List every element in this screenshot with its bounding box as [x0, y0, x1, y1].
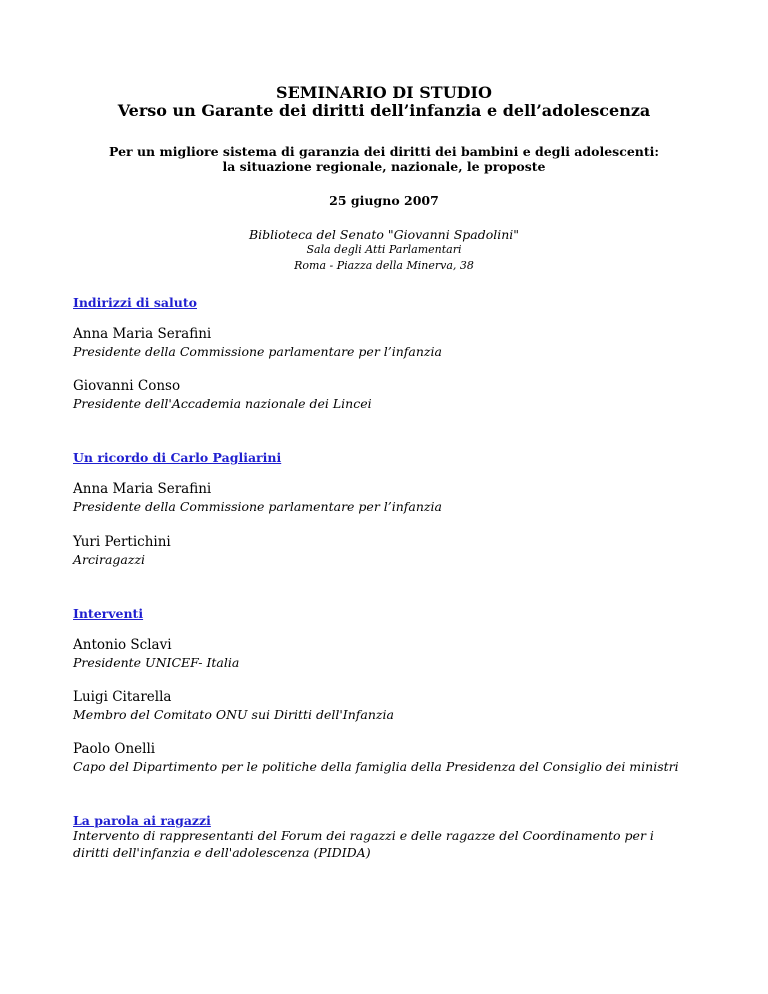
venue-name: Biblioteca del Senato "Giovanni Spadolini" — [248, 227, 520, 242]
speaker-role: Presidente UNICEF- Italia — [73, 655, 240, 670]
speaker-role: Presidente della Commissione parlamentare per l’infanzia — [73, 499, 442, 514]
speaker-role: Membro del Comitato ONU sui Diritti dell'Infanzia — [73, 707, 394, 722]
venue-address: Roma - Piazza della Minerva, 38 — [294, 259, 474, 272]
section-link-indirizzi-di-saluto[interactable]: Indirizzi di saluto — [73, 295, 197, 310]
section-indirizzi-di-saluto — [73, 292, 713, 311]
speaker-entry — [73, 533, 713, 568]
section-note — [73, 827, 713, 861]
section-link-un-ricordo[interactable]: Un ricordo di Carlo Pagliarini — [73, 450, 282, 465]
speaker-entry — [73, 636, 713, 671]
speaker-role: Presidente della Commissione parlamentare per l’infanzia — [73, 344, 442, 359]
speaker-name: Yuri Pertichini — [73, 534, 171, 550]
speaker-entry — [73, 377, 713, 412]
speaker-name: Antonio Sclavi — [73, 637, 172, 653]
speaker-entry — [73, 480, 713, 515]
speaker-name: Paolo Onelli — [73, 741, 156, 757]
event-date: 25 giugno 2007 — [329, 193, 439, 208]
subtitle-line-2: la situazione regionale, nazionale, le proposte — [222, 159, 546, 174]
section-note-text: Intervento di rappresentanti del Forum dei ragazzi e delle ragazze del Coordinamento per i diritti dell'infanzia e dell'adolescenza (PIDIDA) — [73, 828, 654, 860]
subtitle-line-1: Per un migliore sistema di garanzia dei diritti dei bambini e degli adolescenti: — [109, 144, 659, 159]
speaker-entry — [73, 740, 713, 775]
page-title: SEMINARIO DI STUDIO — [276, 83, 492, 102]
section-link-interventi[interactable]: Interventi — [73, 606, 144, 621]
speaker-name: Giovanni Conso — [73, 378, 181, 394]
section-un-ricordo — [73, 447, 713, 466]
speaker-entry — [73, 325, 713, 360]
speaker-name: Anna Maria Serafini — [73, 481, 212, 497]
venue-room: Sala degli Atti Parlamentari — [306, 243, 462, 256]
speaker-role: Capo del Dipartimento per le politiche della famiglia della Presidenza del Consiglio dei ministri — [73, 759, 679, 774]
section-interventi — [73, 603, 713, 622]
speaker-role: Arciragazzi — [73, 552, 146, 567]
speaker-name: Anna Maria Serafini — [73, 326, 212, 342]
speaker-entry — [73, 688, 713, 723]
page-subtitle-title: Verso un Garante dei diritti dell’infanzia e dell’adolescenza — [117, 101, 651, 120]
section-link-la-parola-ai-ragazzi[interactable]: La parola ai ragazzi — [73, 813, 211, 828]
speaker-name: Luigi Citarella — [73, 689, 172, 705]
speaker-role: Presidente dell'Accademia nazionale dei Lincei — [73, 396, 372, 411]
